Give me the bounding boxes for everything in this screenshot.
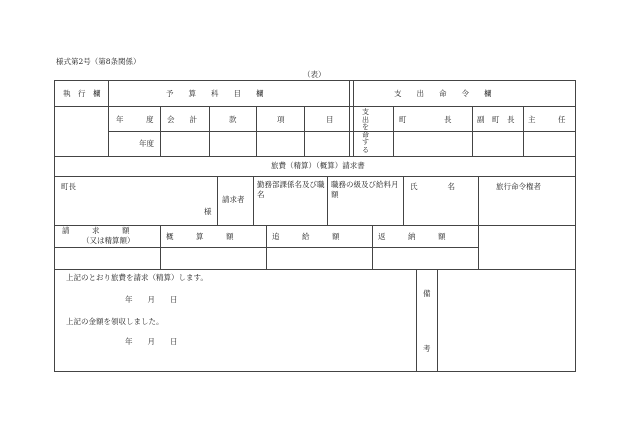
addressee-label: 町長 bbox=[61, 182, 76, 191]
biko-label-top: 備 bbox=[423, 289, 431, 298]
seikyu-label: 請 求 額 bbox=[62, 226, 130, 235]
hennou-label: 返 納 額 bbox=[378, 232, 446, 241]
chou-label: 町 長 bbox=[399, 115, 452, 124]
col-shishutsu-header: 支 出 命 令 欄 bbox=[394, 89, 492, 98]
biko-label-bottom: 考 bbox=[423, 344, 431, 353]
form-title: 旅費（精算）（概算）請求書 bbox=[271, 161, 365, 170]
moku-label: 目 bbox=[326, 115, 334, 124]
receipt-statement: 上記の金額を領収しました。 bbox=[66, 317, 164, 326]
request-statement: 上記のとおり旅費を請求（精算）します。 bbox=[66, 273, 208, 282]
grade-label: 職務の級及び給料月額 bbox=[331, 180, 399, 199]
receipt-date: 年 月 日 bbox=[125, 337, 178, 346]
fukuchou-label: 副 町 長 bbox=[477, 115, 515, 124]
kan-label: 款 bbox=[229, 115, 237, 124]
kou-label: 項 bbox=[277, 115, 285, 124]
col-yosan-header: 予 算 科 目 欄 bbox=[166, 89, 264, 98]
seikyusha-label: 請求者 bbox=[222, 195, 245, 204]
seikyu-sub-label: （又は精算額） bbox=[82, 236, 135, 245]
approver-label: 旅行命令権者 bbox=[496, 182, 541, 191]
shishutsu-meirei-vertical: 支出を命する bbox=[362, 108, 369, 154]
side-label: （表） bbox=[303, 70, 326, 79]
name-label: 氏 名 bbox=[410, 182, 455, 191]
col-shikkou-header: 執 行 欄 bbox=[63, 89, 101, 98]
dept-label: 勤務部課係名及び職名 bbox=[257, 180, 325, 199]
shunin-label: 主 任 bbox=[528, 115, 566, 124]
request-date: 年 月 日 bbox=[125, 295, 178, 304]
form-label: 様式第2号（第8条関係） bbox=[56, 57, 141, 66]
kaikei-label: 会 計 bbox=[167, 115, 197, 124]
gaisan-label: 概 算 額 bbox=[166, 232, 234, 241]
nendo-label: 年 度 bbox=[116, 115, 154, 124]
sama-label: 様 bbox=[204, 207, 212, 216]
nendo-suffix: 年度 bbox=[139, 139, 154, 148]
tsuika-label: 追 給 額 bbox=[272, 232, 340, 241]
